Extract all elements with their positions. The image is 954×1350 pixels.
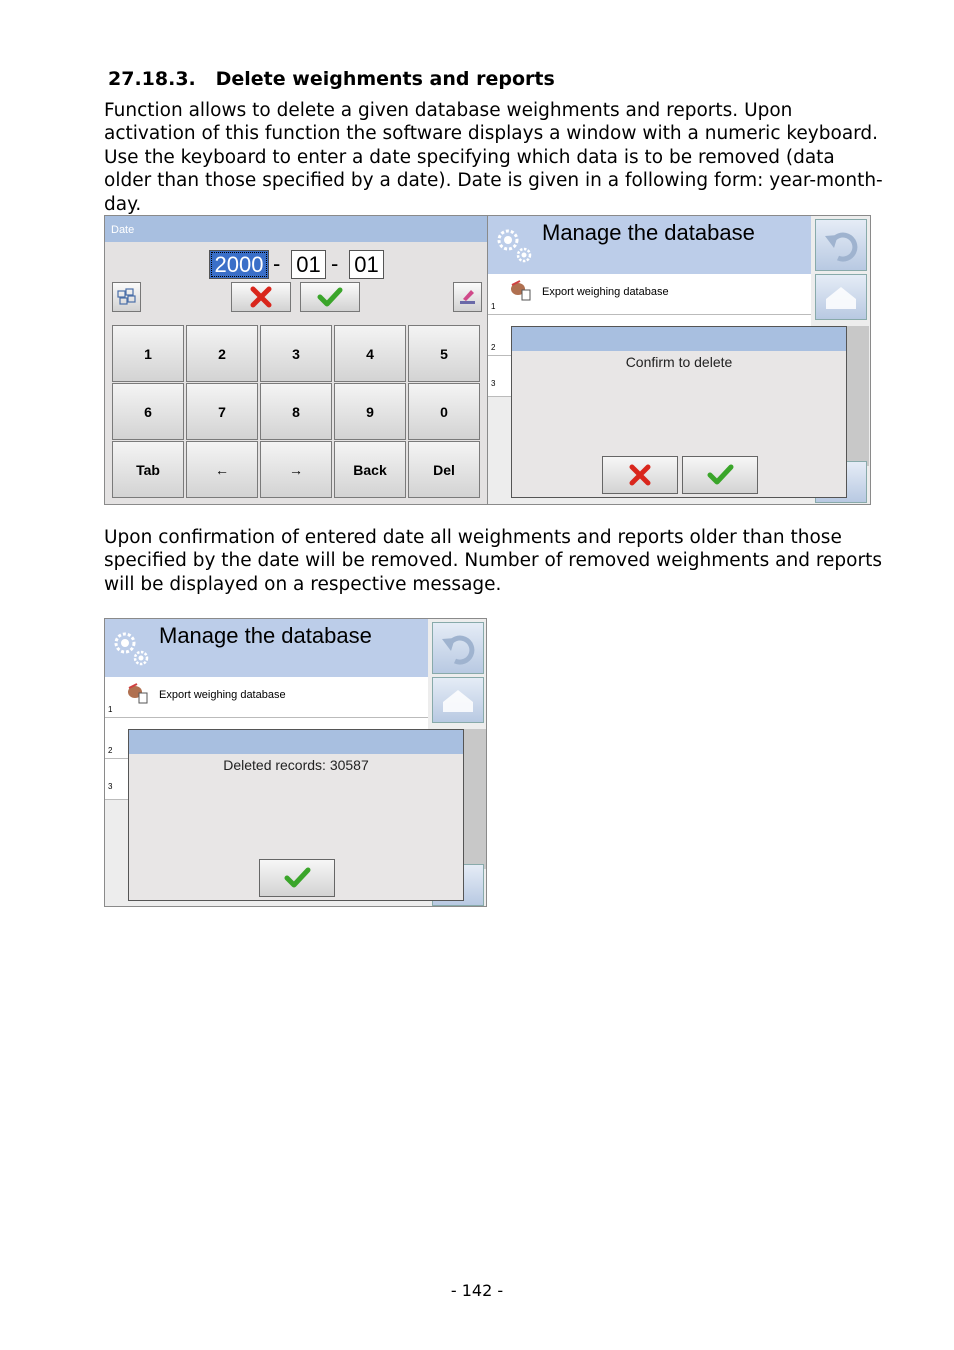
key-right-arrow[interactable]: → [260, 441, 332, 498]
row-number: 1 [491, 302, 496, 311]
dialog-message: Deleted records: 30587 [223, 757, 369, 773]
keyboard-switch-icon [113, 283, 140, 311]
dialog-title-bar [512, 327, 846, 351]
key-4[interactable]: 4 [334, 325, 406, 382]
row-number: 1 [108, 705, 113, 714]
year-field[interactable]: 2000 [209, 250, 269, 279]
date-separator: - [331, 251, 339, 276]
date-keyboard-screenshot [104, 215, 488, 505]
key-1[interactable]: 1 [112, 325, 184, 382]
window-title: Manage the database [542, 220, 755, 245]
key-8[interactable]: 8 [260, 383, 332, 440]
date-separator: - [273, 251, 281, 276]
cancel-icon [625, 462, 655, 488]
settings-gears-icon [492, 222, 538, 268]
dialog-title-bar [129, 730, 463, 754]
window-title: Manage the database [159, 623, 372, 648]
home-icon [816, 275, 866, 319]
section-heading [108, 68, 555, 90]
back-arrow-icon [816, 220, 866, 270]
key-3[interactable]: 3 [260, 325, 332, 382]
confirm-button[interactable] [300, 282, 360, 312]
key-7[interactable]: 7 [186, 383, 258, 440]
key-left-arrow[interactable]: ← [186, 441, 258, 498]
ok-button[interactable] [259, 859, 335, 897]
row-number: 3 [108, 782, 113, 791]
clear-field-button[interactable] [453, 282, 482, 312]
home-button[interactable] [432, 677, 484, 723]
deleted-records-screenshot [104, 618, 487, 907]
home-button[interactable] [815, 274, 867, 320]
result-paragraph: Upon confirmation of entered date all weighments and reports older than those specified by the date will be removed. Number of removed weighments and reports will be displayed on a respective message. [104, 527, 882, 595]
scrollbar[interactable] [845, 326, 869, 466]
confirm-button[interactable] [682, 456, 758, 494]
month-field[interactable]: 01 [291, 250, 326, 279]
list-item[interactable] [488, 274, 811, 315]
back-arrow-icon [433, 623, 483, 673]
cancel-icon [232, 283, 290, 311]
cancel-button[interactable] [231, 282, 291, 312]
key-back[interactable]: Back [334, 441, 406, 498]
deleted-records-dialog [128, 729, 464, 901]
list-item-label: Export weighing database [159, 689, 286, 701]
date-window-title: Date [111, 224, 135, 236]
row-number: 3 [491, 379, 496, 388]
intro-paragraph: Function allows to delete a given database weighments and reports. Upon activation of this function the software displays a window with a numeric keyboard. Use the keyboard to enter a date specifying which data is to be removed (data older than those specified by a date). Date is given in a following form: year-month-day. [104, 100, 883, 215]
export-database-icon [508, 278, 534, 302]
section-title: Delete weighments and reports [215, 68, 555, 90]
confirm-icon [705, 462, 735, 488]
key-6[interactable]: 6 [112, 383, 184, 440]
cancel-button[interactable] [602, 456, 678, 494]
page-number: - 142 - [450, 1281, 504, 1300]
settings-gears-icon [109, 625, 155, 671]
home-icon [433, 678, 483, 722]
row-number: 2 [491, 343, 496, 352]
date-title-bar [105, 216, 487, 242]
key-tab[interactable]: Tab [112, 441, 184, 498]
confirm-icon [301, 283, 359, 311]
back-button[interactable] [815, 219, 867, 271]
key-9[interactable]: 9 [334, 383, 406, 440]
list-item[interactable] [105, 677, 428, 718]
list-item-label: Export weighing database [542, 286, 669, 298]
clear-field-icon [454, 283, 481, 311]
confirm-icon [282, 865, 312, 891]
row-number: 2 [108, 746, 113, 755]
confirm-dialog [511, 326, 847, 498]
export-database-icon [125, 681, 151, 705]
dialog-message: Confirm to delete [625, 354, 733, 370]
key-2[interactable]: 2 [186, 325, 258, 382]
key-5[interactable]: 5 [408, 325, 480, 382]
scrollbar[interactable] [462, 729, 486, 869]
key-0[interactable]: 0 [408, 383, 480, 440]
keyboard-switch-button[interactable] [112, 282, 141, 312]
key-del[interactable]: Del [408, 441, 480, 498]
day-field[interactable]: 01 [349, 250, 384, 279]
section-number: 27.18.3. [108, 68, 196, 90]
confirm-delete-screenshot [487, 215, 871, 505]
back-button[interactable] [432, 622, 484, 674]
